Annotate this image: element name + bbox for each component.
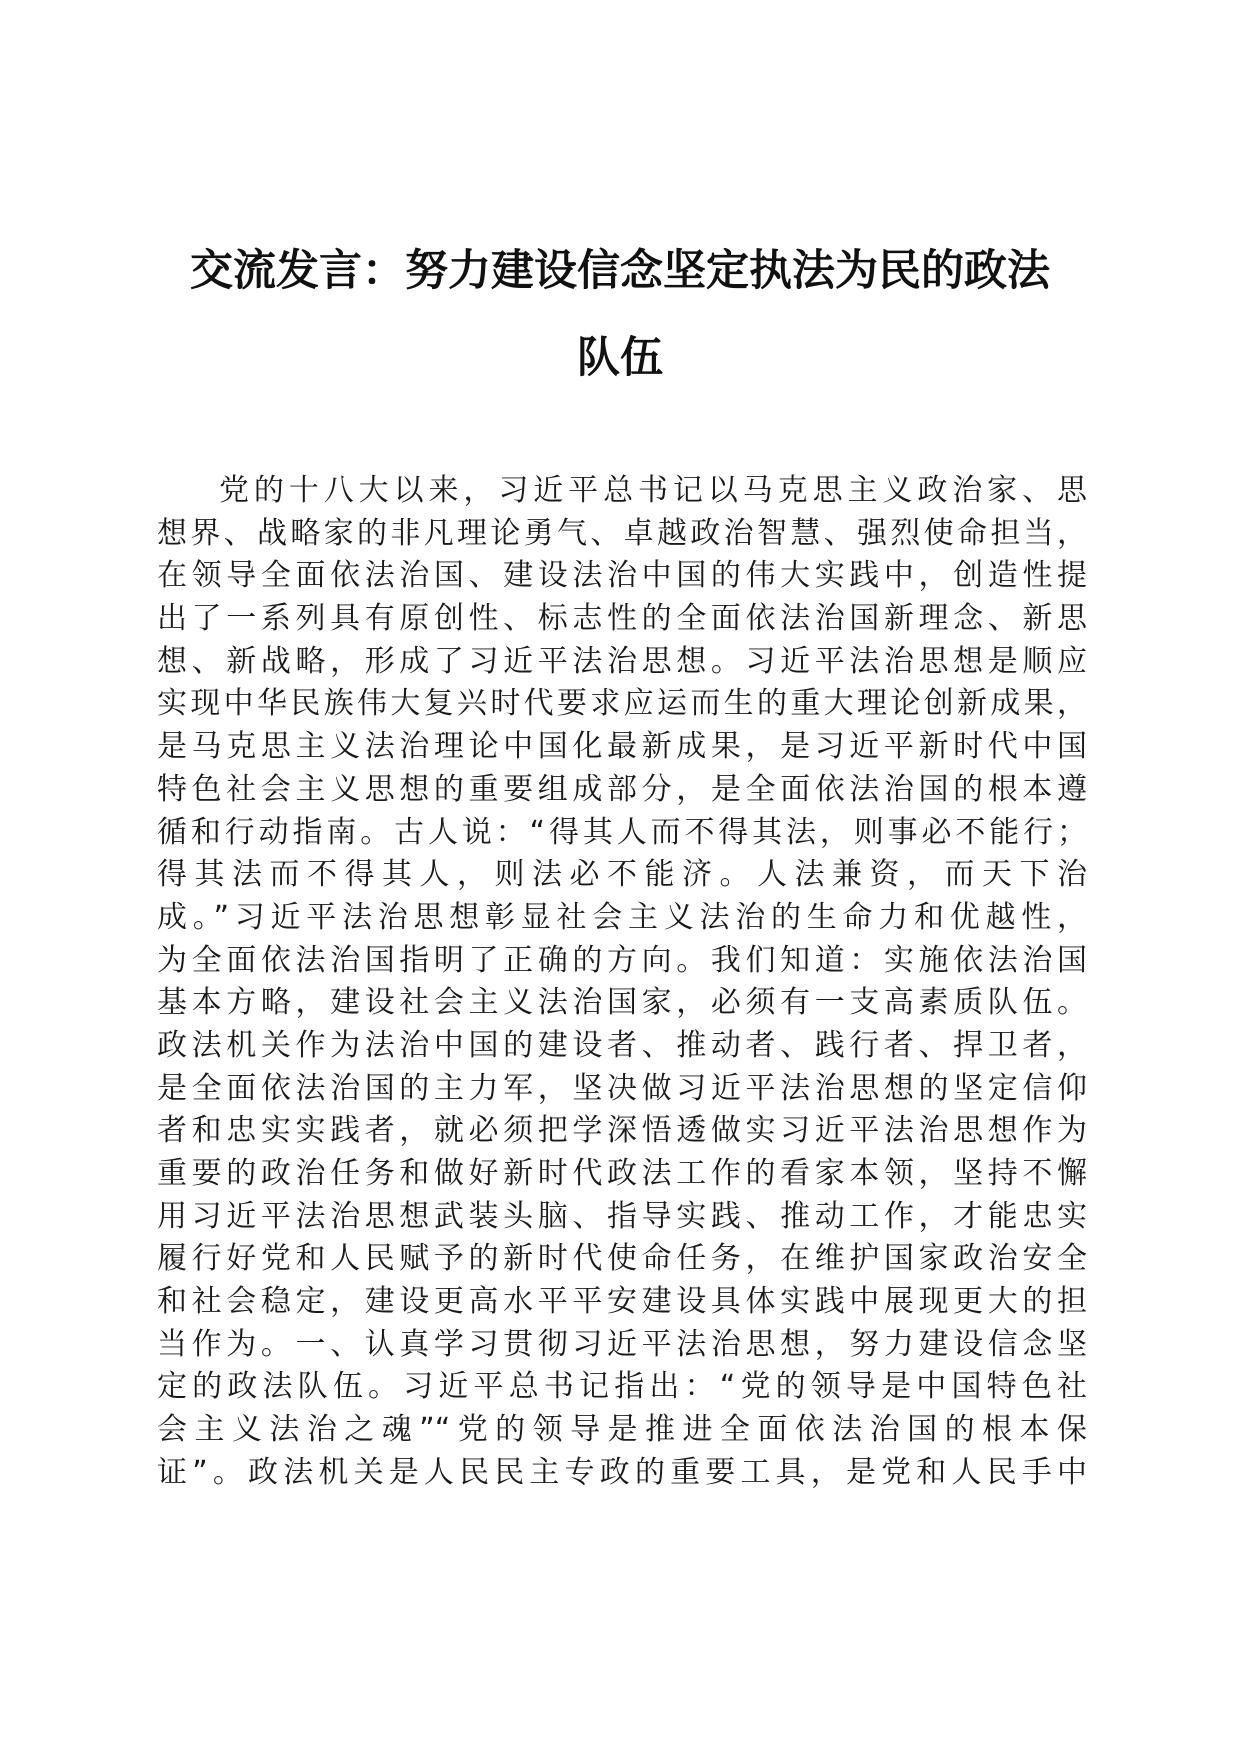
body-line: 当作为。一、认真学习贯彻习近平法治思想，努力建设信念坚 xyxy=(157,1326,1087,1362)
body-line: 循和行动指南。古人说：“得其人而不得其法，则事必不能行； xyxy=(157,814,1087,850)
body-line: 履行好党和人民赋予的新时代使命任务，在维护国家政治安全 xyxy=(157,1241,1087,1277)
body-line: 政法机关作为法治中国的建设者、推动者、践行者、捍卫者， xyxy=(157,1027,1087,1063)
document-body xyxy=(157,470,1087,1495)
title-line-1: 交流发言：努力建设信念坚定执法为民的政法 xyxy=(190,246,1050,296)
body-line: 想界、战略家的非凡理论勇气、卓越政治智慧、强烈使命担当， xyxy=(157,515,1087,551)
body-line: 在领导全面依法治国、建设法治中国的伟大实践中，创造性提 xyxy=(157,558,1087,594)
body-line: 成。”习近平法治思想彰显社会主义法治的生命力和优越性， xyxy=(157,899,1087,935)
body-line: 是马克思主义法治理论中国化最新成果，是习近平新时代中国 xyxy=(157,729,1087,765)
body-line: 用习近平法治思想武装头脑、指导实践、推动工作，才能忠实 xyxy=(157,1198,1087,1234)
body-line: 党的十八大以来，习近平总书记以马克思主义政治家、思 xyxy=(219,473,1087,508)
body-line: 特色社会主义思想的重要组成部分，是全面依法治国的根本遵 xyxy=(157,771,1087,807)
body-line: 实现中华民族伟大复兴时代要求应运而生的重大理论创新成果， xyxy=(157,686,1087,722)
body-line: 出了一系列具有原创性、标志性的全面依法治国新理念、新思 xyxy=(157,601,1087,637)
body-line: 想、新战略，形成了习近平法治思想。习近平法治思想是顺应 xyxy=(157,643,1087,679)
title-line-2: 队伍 xyxy=(577,333,663,383)
body-line: 定的政法队伍。习近平总书记指出：“党的领导是中国特色社 xyxy=(157,1369,1087,1405)
body-line: 重要的政治任务和做好新时代政法工作的看家本领，坚持不懈 xyxy=(157,1156,1087,1191)
body-line: 得其法而不得其人，则法必不能济。人法兼资，而天下治 xyxy=(157,857,1087,893)
body-line: 者和忠实实践者，就必须把学深悟透做实习近平法治思想作为 xyxy=(157,1113,1087,1149)
body-line: 会主义法治之魂”“党的领导是推进全面依法治国的根本保 xyxy=(157,1412,1087,1448)
body-line: 基本方略，建设社会主义法治国家，必须有一支高素质队伍。 xyxy=(157,985,1087,1021)
body-line: 证”。政法机关是人民民主专政的重要工具，是党和人民手中 xyxy=(157,1454,1087,1490)
document-title xyxy=(155,228,1085,402)
body-line: 为全面依法治国指明了正确的方向。我们知道：实施依法治国 xyxy=(157,942,1087,978)
body-line: 是全面依法治国的主力军，坚决做习近平法治思想的坚定信仰 xyxy=(157,1070,1087,1106)
body-line: 和社会稳定，建设更高水平平安建设具体实践中展现更大的担 xyxy=(157,1284,1087,1320)
